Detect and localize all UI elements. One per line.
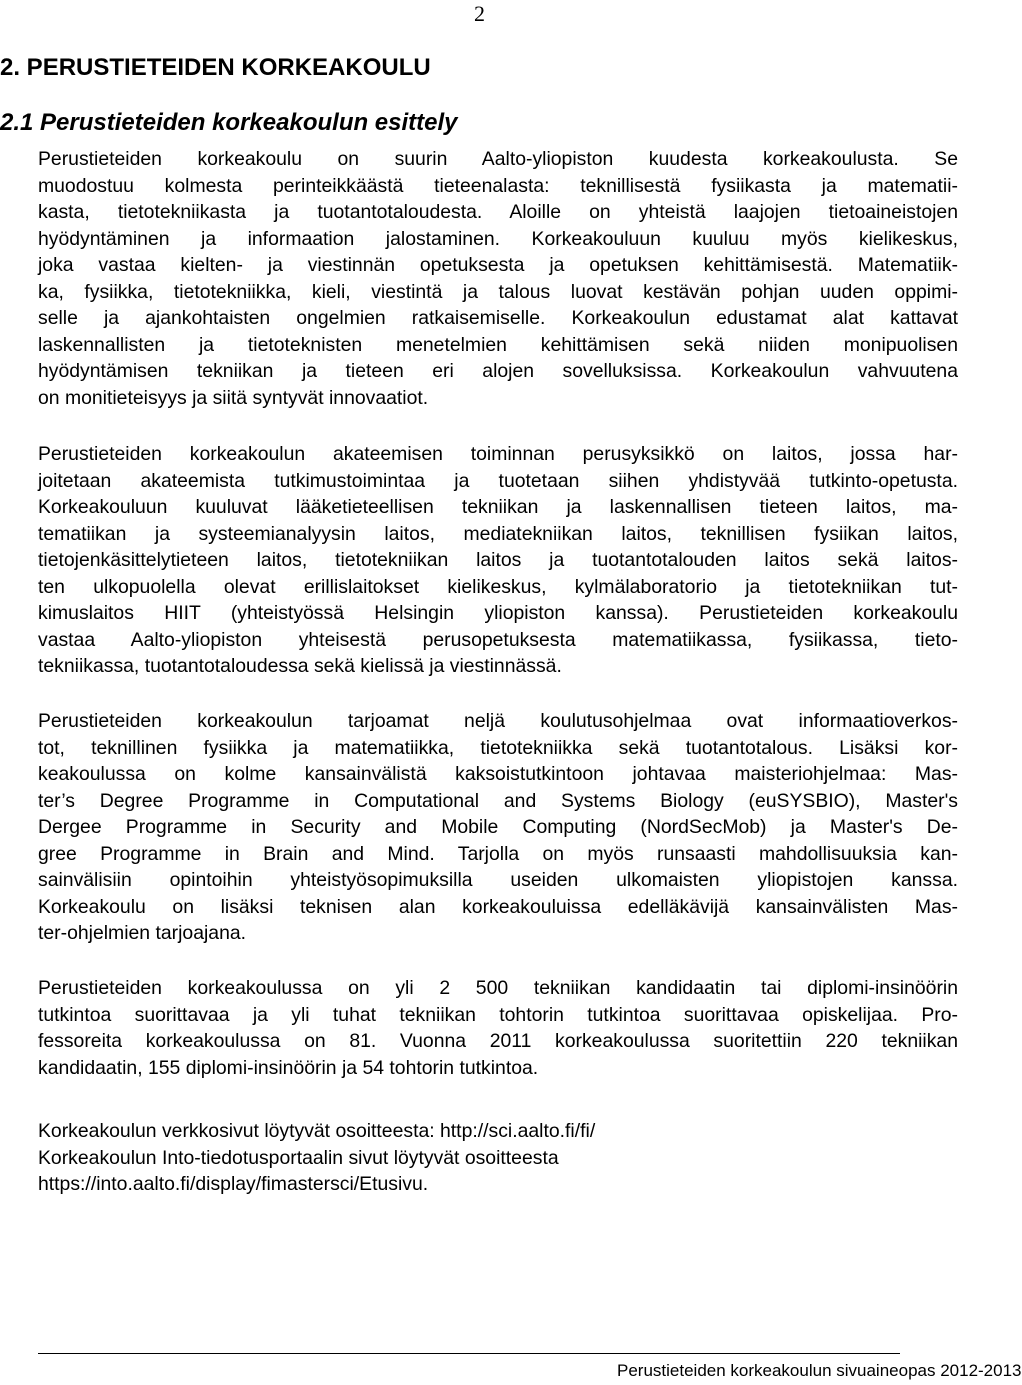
text-line: kasta, tietotekniikasta ja tuotantotaloudesta. Aloille on yhteistä laajojen tietoaineistojen [38, 201, 958, 223]
text-line: sainvälisiin opintoihin yhteistyösopimuksilla useiden ulkomaisten yliopistojen kanssa. [38, 869, 958, 891]
text-line: Perustieteiden korkeakoulussa on yli 2 500 tekniikan kandidaatin tai diplomi-insinöörin [38, 977, 958, 999]
paragraph-links [38, 1118, 958, 1198]
text-line: joka vastaa kielten- ja viestinnän opetuksesta ja opetuksen kehittämisestä. Matematiik- [38, 254, 958, 276]
text-line: Perustieteiden korkeakoulu on suurin Aalto-yliopiston kuudesta korkeakoulusta. Se [38, 148, 958, 170]
page-number: 2 [474, 1, 485, 26]
text-line: joitetaan akateemista tutkimustoimintaa ja tuotetaan siihen yhdistyvää tutkinto-opetusta. [38, 469, 958, 492]
text-line: hyödyntämisen tekniikan ja tieteen eri alojen sovelluksissa. Korkeakoulun vahvuutena [38, 360, 958, 382]
paragraph-departments [38, 441, 958, 680]
text-line: selle ja ajankohtaisten ongelmien ratkaisemiselle. Korkeakoulun edustamat alat kattavat [38, 307, 958, 329]
text-line: Perustieteiden korkeakoulun tarjoamat neljä koulutusohjelmaa ovat informaatioverkos- [38, 710, 958, 732]
paragraph-introduction [38, 146, 958, 411]
footer-text: Perustieteiden korkeakoulun sivuaineopas 2012-2013 [617, 1361, 1022, 1380]
text-line: kimuslaitos HIIT (yhteistyössä Helsingin yliopiston kanssa). Perustieteiden korkeakoulu [38, 602, 958, 624]
text-line: Korkeakoulun verkkosivut löytyvät osoitteesta: http://sci.aalto.fi/fi/ [38, 1120, 596, 1142]
text-line: hyödyntäminen ja informaation jalostaminen. Korkeakouluun kuuluu myös kielikeskus, [38, 227, 958, 250]
text-line: fessoreita korkeakoulussa on 81. Vuonna 2011 korkeakoulussa suoritettiin 220 tekniikan [38, 1030, 958, 1052]
text-line: ter-ohjelmien tarjoajana. [38, 922, 247, 944]
text-line: ter’s Degree Programme in Computational and Systems Biology (euSYSBIO), Master's [38, 789, 958, 812]
text-line: kandidaatin, 155 diplomi-insinöörin ja 54 tohtorin tutkintoa. [38, 1056, 539, 1079]
text-line: gree Programme in Brain and Mind. Tarjolla on myös runsaasti mahdollisuuksia kan- [38, 842, 958, 865]
text-line: keakoulussa on kolme kansainvälistä kaksoistutkintoon johtavaa maisteriohjelmaa: Mas- [38, 763, 958, 785]
text-line: muodostuu kolmesta perinteikkäästä tieteenalasta: teknillisestä fysiikasta ja matematii- [38, 174, 958, 197]
text-line: ten ulkopuolella olevat erillislaitokset kielikeskus, kylmälaboratorio ja tietotekniikan tut- [38, 575, 958, 598]
text-line: Korkeakoulu on lisäksi teknisen alan korkeakouluissa edelläkävijä kansainvälisten Mas- [38, 895, 958, 918]
text-line: Korkeakoulun Into-tiedotusportaalin sivut löytyvät osoitteesta [38, 1146, 559, 1169]
text-line: tietojenkäsittelytieteen laitos, tietotekniikan laitos ja tuotantotalouden laitos sekä laitos- [38, 549, 958, 571]
text-line: on monitieteisyys ja siitä syntyvät innovaatiot. [38, 386, 429, 409]
text-line: tutkintoa suorittavaa ja yli tuhat tekniikan tohtorin tutkintoa suorittavaa opiskelijaa. Pro- [38, 1003, 958, 1026]
section-heading: 2.1 Perustieteiden korkeakoulun esittely [0, 109, 458, 136]
text-line: tematiikan ja systeemianalyysin laitos, mediatekniikan laitos, teknillisen fysiikan laitos, [38, 522, 958, 545]
text-line: tekniikassa, tuotantotaloudessa sekä kielissä ja viestinnässä. [38, 655, 562, 677]
paragraph-programmes [38, 708, 958, 947]
text-line: tot, teknillinen fysiikka ja matematiikka, tietotekniikka sekä tuotantotalous. Lisäksi kor- [38, 736, 958, 759]
text-line: Korkeakouluun kuuluvat lääketieteellisen tekniikan ja laskennallisen tieteen laitos, ma- [38, 496, 958, 518]
text-line: vastaa Aalto-yliopiston yhteisestä perusopetuksesta matematiikassa, fysiikassa, tieto- [38, 628, 958, 651]
text-line: ka, fysiikka, tietotekniikka, kieli, viestintä ja talous luovat kestävän pohjan uuden oppimi- [38, 280, 958, 303]
paragraph-statistics [38, 975, 958, 1081]
text-line: Perustieteiden korkeakoulun akateemisen toiminnan perusyksikkö on laitos, jossa har- [38, 443, 958, 465]
chapter-heading: 2. PERUSTIETEIDEN KORKEAKOULU [0, 54, 431, 81]
text-line: Dergee Programme in Security and Mobile Computing (NordSecMob) ja Master's De- [38, 816, 958, 838]
text-line: https://into.aalto.fi/display/fimastersci/Etusivu. [38, 1173, 429, 1195]
text-line: laskennallisten ja tietoteknisten menetelmien kehittämisen sekä niiden monipuolisen [38, 333, 958, 356]
footer-divider [38, 1353, 900, 1354]
